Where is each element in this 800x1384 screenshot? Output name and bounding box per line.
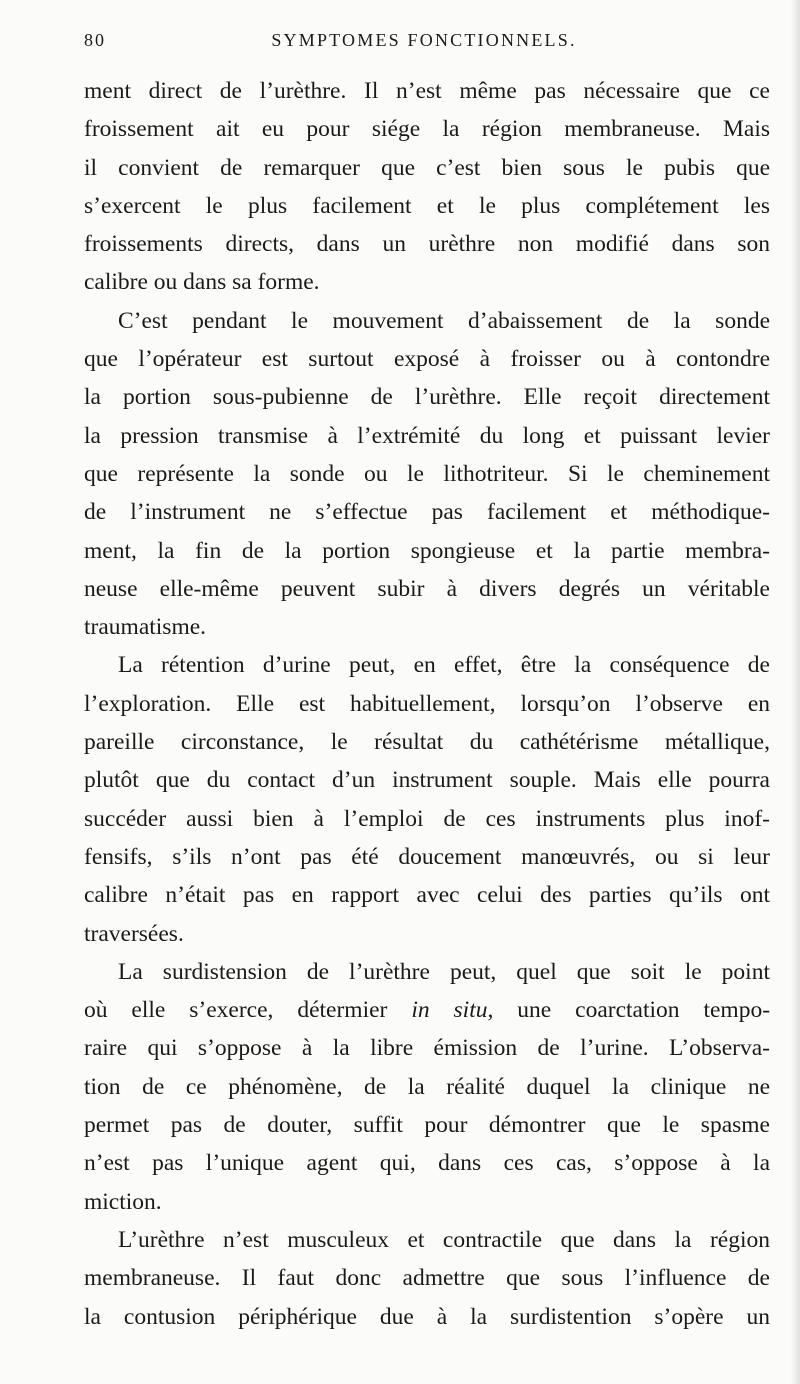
text-fragment: , une coarctation tempo- (487, 997, 771, 1024)
body-text (84, 72, 770, 1336)
text-line: il convient de remarquer que c’est bien sous le pubis que (84, 154, 770, 181)
text-line: de l’instrument ne s’effectue pas facilement et méthodique- (84, 499, 770, 526)
text-line: s’exercent le plus facilement et le plus complétement les (84, 192, 770, 219)
page-header (84, 30, 764, 58)
text-line: froissement ait eu pour siége la région membraneuse. Mais (84, 116, 770, 143)
text-line: permet pas de douter, suffit pour démontrer que le spasme (84, 1112, 770, 1139)
text-line: succéder aussi bien à l’emploi de ces instruments plus inof- (84, 805, 770, 832)
page-edge-shadow (790, 0, 800, 1384)
text-line: La rétention d’urine peut, en effet, être la conséquence de (118, 652, 770, 679)
page-number: 80 (84, 30, 106, 50)
text-line: La surdistension de l’urèthre peut, quel que soit le point (118, 958, 770, 985)
text-line: la pression transmise à l’extrémité du long et puissant levier (84, 422, 770, 449)
text-line: raire qui s’oppose à la libre émission de l’urine. L’observa- (84, 1035, 770, 1062)
text-fragment: où elle s’exerce, détermier (84, 997, 388, 1024)
text-line: la portion sous-pubienne de l’urèthre. Elle reçoit directement (84, 384, 770, 411)
text-line: la contusion périphérique due à la surdistention s’opère un (84, 1303, 770, 1330)
text-line: tion de ce phénomène, de la réalité duquel la clinique ne (84, 1073, 770, 1100)
text-line: neuse elle-même peuvent subir à divers degrés un véritable (84, 575, 770, 602)
text-line: fensifs, s’ils n’ont pas été doucement manœuvrés, ou si leur (84, 843, 770, 870)
text-line: froissements directs, dans un urèthre non modifié dans son (84, 231, 770, 258)
text-line: que représente la sonde ou le lithotriteur. Si le cheminement (84, 460, 770, 487)
text-line: ment, la fin de la portion spongieuse et la partie membra- (84, 537, 770, 564)
text-line: l’exploration. Elle est habituellement, lorsqu’on l’observe en (84, 690, 770, 717)
text-line: traumatisme. (84, 614, 207, 641)
text-line: que l’opérateur est surtout exposé à froisser ou à contondre (84, 346, 770, 373)
text-line: L’urèthre n’est musculeux et contractile que dans la région (118, 1226, 770, 1253)
text-line: C’est pendant le mouvement d’abaissement de la sonde (118, 307, 770, 334)
text-line: miction. (84, 1188, 162, 1215)
text-line: membraneuse. Il faut donc admettre que sous l’influence de (84, 1265, 770, 1292)
text-line (84, 991, 770, 1029)
text-line: calibre ou dans sa forme. (84, 269, 320, 296)
text-line: plutôt que du contact d’un instrument souple. Mais elle pourra (84, 767, 770, 794)
text-line: traversées. (84, 920, 184, 947)
italic-phrase: in situ (411, 997, 488, 1024)
running-head: SYMPTOMES FONCTIONNELS. (271, 30, 577, 50)
text-line: n’est pas l’unique agent qui, dans ces cas, s’oppose à la (84, 1150, 770, 1177)
text-line: calibre n’était pas en rapport avec celui des parties qu’ils ont (84, 882, 770, 909)
text-line: pareille circonstance, le résultat du cathétérisme métallique, (84, 729, 770, 756)
text-line: ment direct de l’urèthre. Il n’est même pas nécessaire que ce (84, 78, 770, 104)
